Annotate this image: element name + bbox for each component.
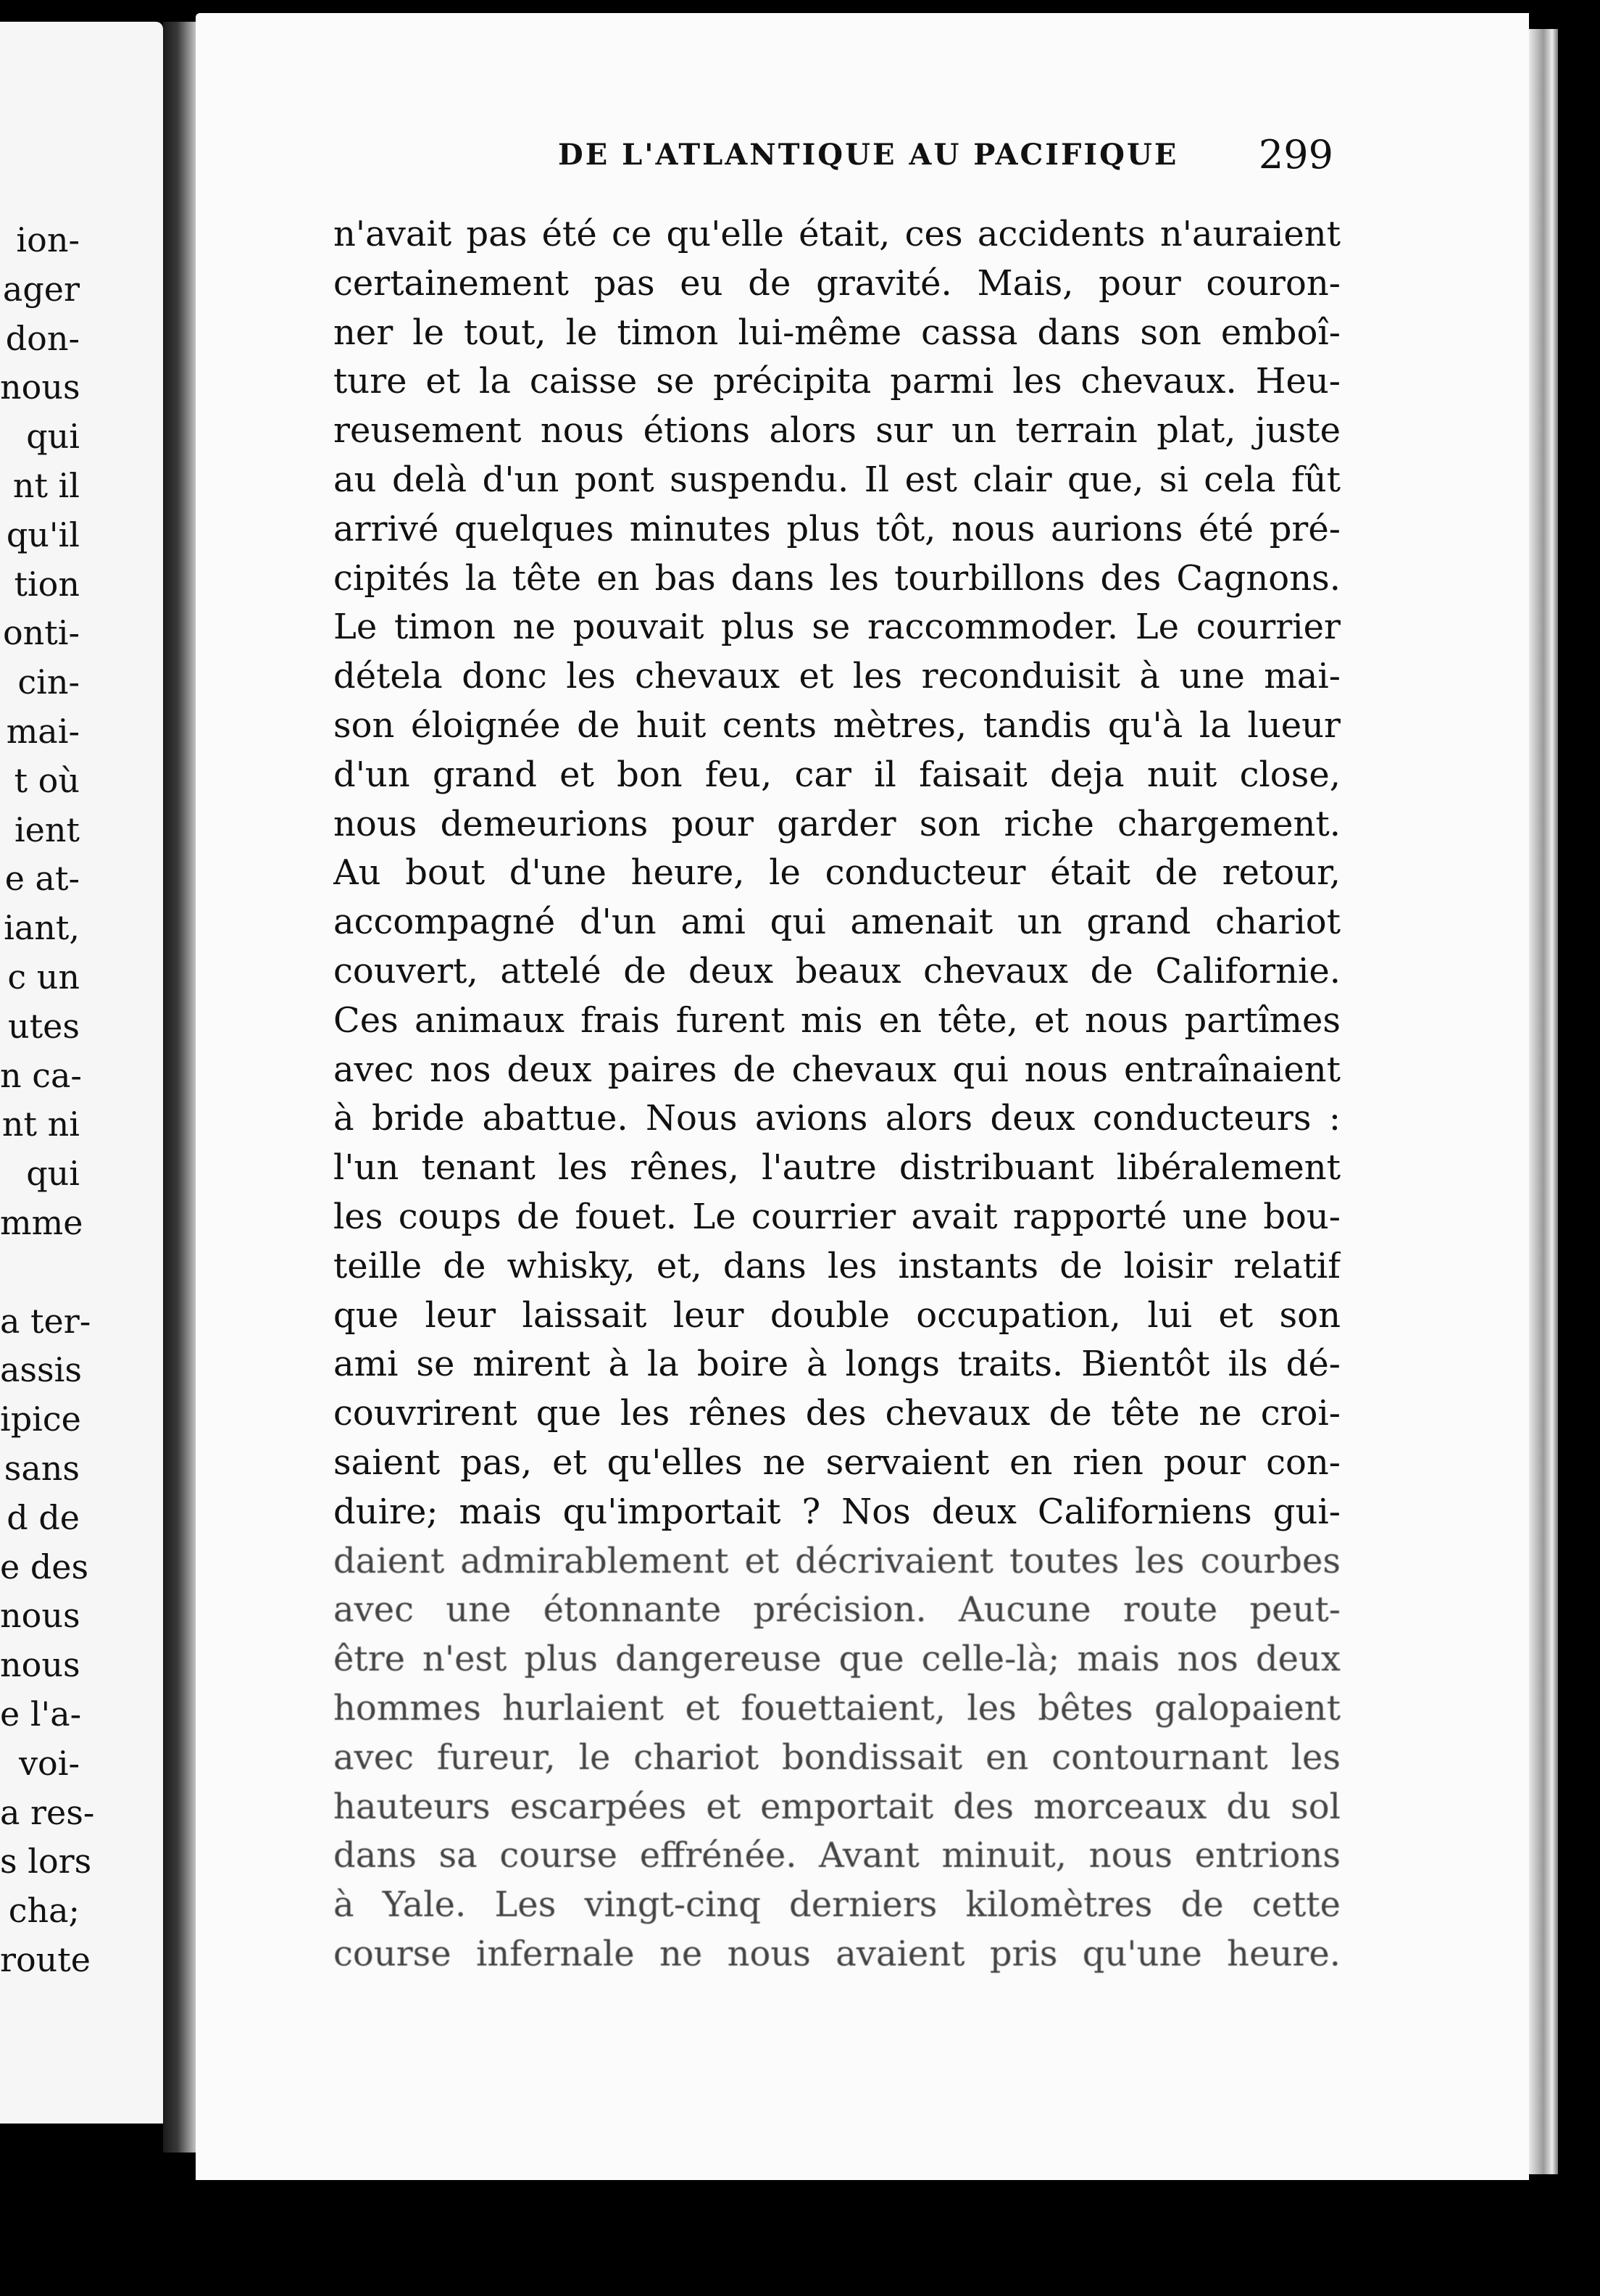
left-page [0,22,163,2124]
text-line: course infernale ne nous avaient pris qu'une heure. [333,1933,1341,1974]
text-line: couvert, attelé de deux beaux chevaux de Californie. [333,950,1341,991]
left-page-line: d de [7,1497,80,1537]
text-line: ture et la caisse se précipita parmi les chevaux. Heu- [333,361,1341,402]
text-line: accompagné d'un ami qui amenait un grand chariot [333,902,1341,943]
book-gutter [163,22,199,2152]
left-page-line: e l'a- [0,1694,82,1734]
text-line: n'avait pas été ce qu'elle était, ces accidents n'auraient [333,214,1341,254]
body-text [333,210,1341,1979]
text-line: avec fureur, le chariot bondissait en contournant les [333,1736,1341,1778]
left-page-line: voi- [19,1743,80,1783]
left-page-line: n ca- [0,1055,82,1095]
left-page-line: ipice [0,1399,81,1439]
running-head [362,132,1333,188]
left-page-line: ient [14,810,80,849]
text-line: les coups de fouet. Le courrier avait rapporté une bou- [333,1196,1341,1237]
left-page-line: qu'il [6,515,80,554]
text-line: que leur laissait leur double occupation, lui et son [333,1294,1341,1336]
text-line: arrivé quelques minutes plus tôt, nous aurions été pré- [333,508,1341,549]
left-page-line: tion [14,564,80,604]
left-page-line: e des [0,1547,89,1586]
text-line: dans sa course effrénée. Avant minuit, nous entrions [333,1835,1341,1876]
left-page-text [0,216,95,1985]
text-line: l'un tenant les rênes, l'autre distribuant libéralement [333,1147,1341,1189]
left-page-line: assis [0,1350,82,1390]
left-page-line: mai- [6,711,80,751]
left-page-line: nous [0,1645,80,1685]
text-line: être n'est plus dangereuse que celle-là; mais nos deux [333,1639,1341,1680]
text-line: saient pas, et qu'elles ne servaient en rien pour con- [333,1442,1341,1483]
text-line: ami se mirent à la boire à longs traits. Bientôt ils dé- [333,1344,1341,1385]
text-line: dételа donc les chevaux et les reconduisit à une mai- [333,656,1341,697]
text-line: avec nos deux paires de chevaux qui nous entraînaient [333,1049,1341,1090]
text-line: teille de whisky, et, dans les instants de loisir relatif [333,1245,1341,1286]
text-line: à Yale. Les vingt-cinq derniers kilomètres de cette [333,1884,1341,1926]
left-page-line: mme [0,1202,83,1242]
text-line: ner le tout, le timon lui-même cassa dans son emboî- [333,312,1341,353]
text-line: duire; mais qu'importait ? Nos deux Californiens gui- [333,1491,1341,1532]
text-line: couvrirent que les rênes des chevaux de tête ne croi- [333,1393,1341,1434]
left-page-line: ion- [16,220,80,259]
text-line: reusement nous étions alors sur un terrain plat, juste [333,410,1341,452]
text-line: à bride abattue. Nous avions alors deux conducteurs : [333,1098,1341,1139]
left-page-line: a ter- [0,1301,91,1341]
left-page-line: nous [0,367,80,407]
text-line: son éloignée de huit cents mètres, tandis qu'à la lueur [333,704,1341,746]
text-line: au delà d'un pont suspendu. Il est clair que, si cela fût [333,459,1341,500]
text-line: nous demeurions pour garder son riche chargement. [333,803,1341,844]
page-edge [1529,29,1558,2174]
text-line: avec une étonnante précision. Aucune route peut- [333,1589,1341,1631]
left-page-line: cha; [8,1891,80,1931]
text-line: cipités la tête en bas dans les tourbillons des Cagnons. [333,557,1341,599]
left-page-line: qui [26,417,80,457]
text-line: hommes hurlaient et fouettaient, les bêtes galopaient [333,1687,1341,1729]
left-page-line: onti- [2,613,80,653]
left-page-line: sans [4,1448,80,1488]
text-line: hauteurs escarpées et emportait des morceaux du sol [333,1786,1341,1827]
left-page-line: don- [5,318,80,358]
left-page-line: t où [14,760,80,800]
left-page-line: e at- [4,859,80,899]
text-line: certainement pas eu de gravité. Mais, pour couron- [333,262,1341,304]
left-page-line: ager [2,269,80,309]
left-page-line: nous [0,1596,80,1636]
left-page-line: utes [8,1006,80,1046]
left-page-line: a res- [0,1792,95,1832]
left-page-line: iant, [4,908,80,948]
text-line: Le timon ne pouvait plus se raccommoder. Le courrier [333,607,1341,648]
left-page-line: nt il [12,465,80,505]
text-line: daient admirablement et décrivaient toutes les courbes [333,1540,1341,1581]
left-page-line: s lors [0,1842,92,1881]
page-number: 299 [1258,132,1333,178]
left-page-line: qui [26,1154,80,1194]
text-line: Au bout d'une heure, le conducteur était de retour, [333,852,1341,894]
left-page-line: route [0,1939,91,1979]
text-line: Ces animaux frais furent mis en tête, et nous partîmes [333,999,1341,1041]
left-page-line: nt ni [1,1105,80,1144]
left-page-line: cin- [17,662,80,702]
text-line: d'un grand et bon feu, car il faisait deja nuit close, [333,754,1341,795]
running-title: DE L'ATLANTIQUE AU PACIFIQUE [558,138,1179,172]
left-page-line [0,1248,80,1297]
left-page-line: c un [7,957,80,997]
